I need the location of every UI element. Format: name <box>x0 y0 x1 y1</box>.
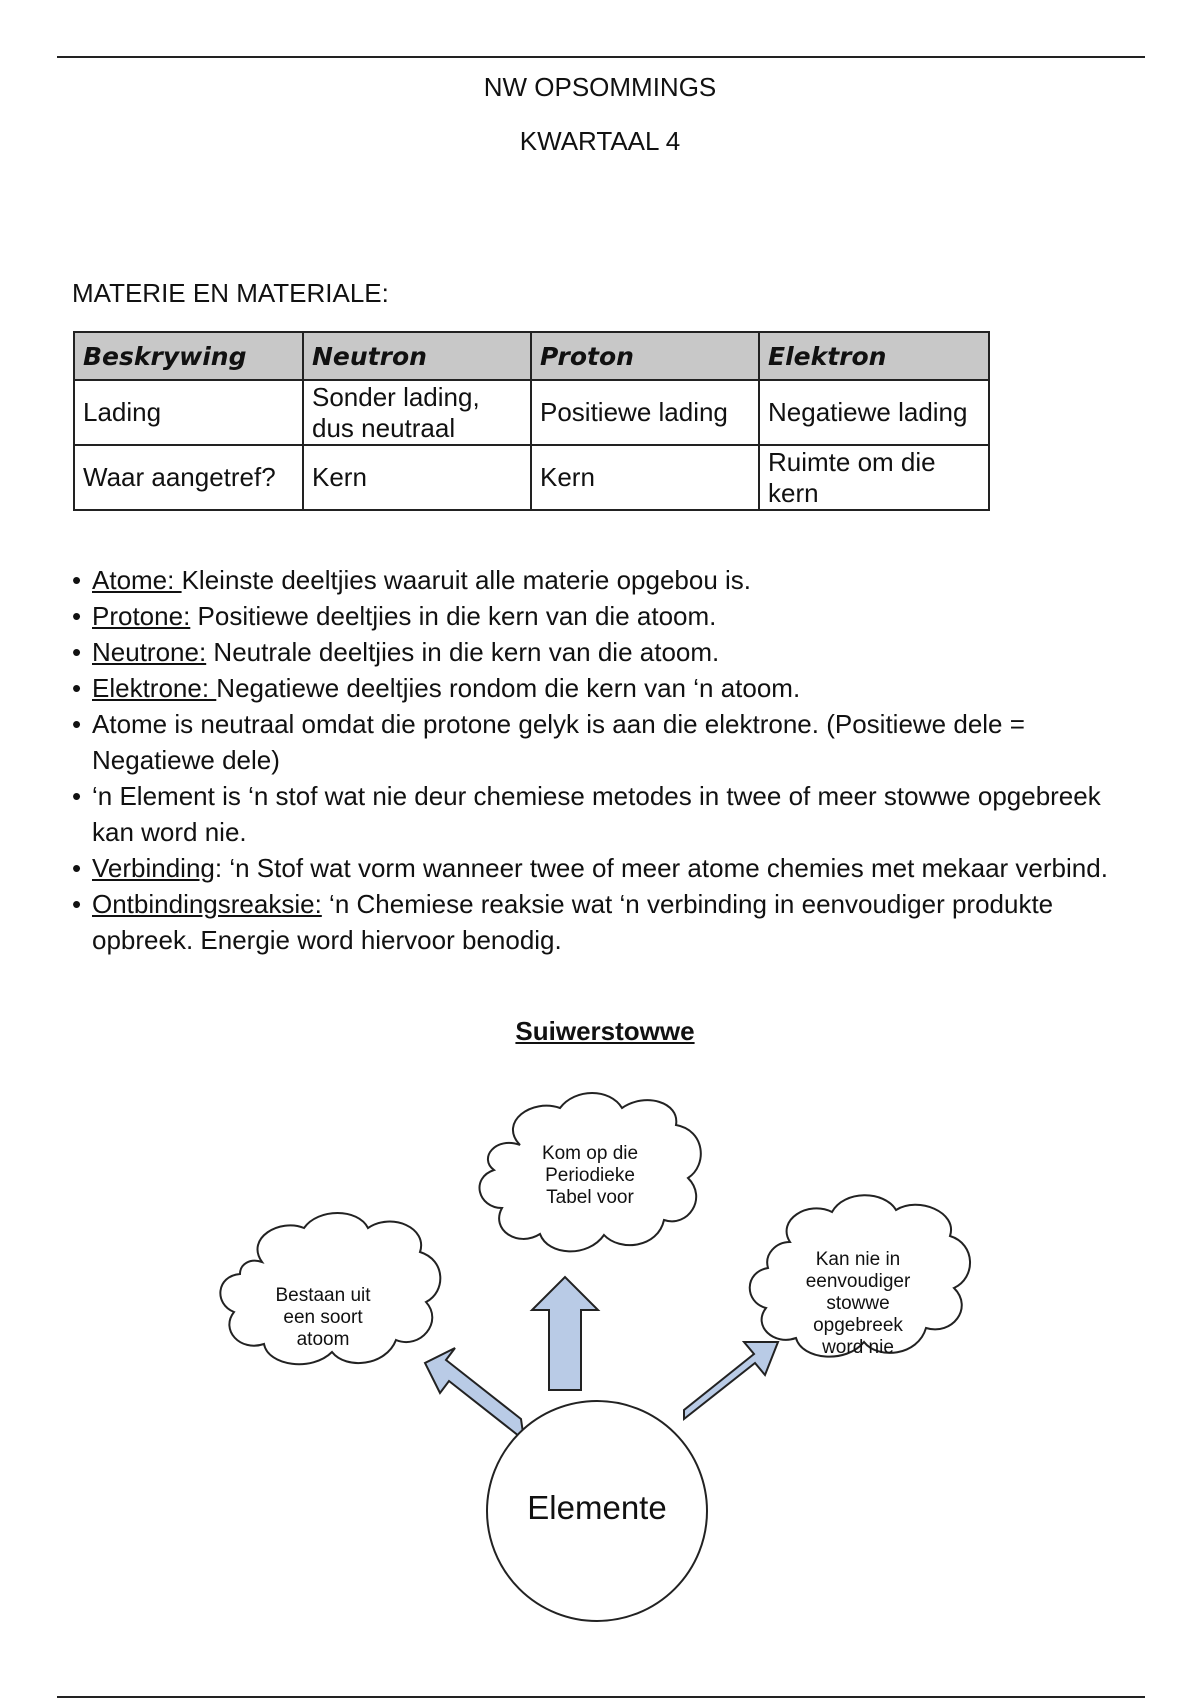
definition-term: Protone: <box>92 601 191 631</box>
diagram-heading: Suiwerstowwe <box>515 1016 695 1046</box>
definition-text: Neutrale deeltjies in die kern van die atoom. <box>206 637 720 667</box>
list-item <box>72 886 1132 958</box>
page-subtitle: KWARTAAL 4 <box>519 126 681 156</box>
table-row <box>74 380 989 445</box>
table-cell: Waar aangetref? <box>74 445 303 510</box>
table-header: Beskrywing <box>74 332 303 380</box>
page-title: NW OPSOMMINGS <box>483 72 717 102</box>
center-label: Elemente <box>527 1489 667 1526</box>
arrow-left <box>425 1348 524 1440</box>
section-heading: MATERIE EN MATERIALE: <box>72 278 389 308</box>
list-item <box>72 634 1132 670</box>
definition-text: : ‘n Stof wat vorm wanneer twee of meer atome chemies met mekaar verbind. <box>214 853 1108 883</box>
definition-text: ‘n Chemiese reaksie wat ‘n verbinding in eenvoudiger produkte opbreek. Energie word hiervoor benodig. <box>92 889 1054 955</box>
definition-term: Verbinding <box>92 853 215 883</box>
table-cell: Lading <box>74 380 303 445</box>
definition-text: Positiewe deeltjies in die kern van die atoom. <box>190 601 717 631</box>
table-cell: Ruimte om die kern <box>759 445 989 510</box>
list-item <box>72 670 1132 706</box>
list-item <box>72 850 1132 886</box>
particle-table <box>73 331 990 511</box>
definition-text: Atome is neutraal omdat die protone gelyk is aan die elektrone. (Positiewe dele = Negatiewe dele) <box>92 709 1025 775</box>
list-item <box>72 706 1132 778</box>
definition-list <box>72 562 1132 958</box>
cloud-top-text: Kom op die Periodieke Tabel voor <box>541 1143 639 1208</box>
cloud-right-text: Kan nie in eenvoudiger stowwe opgebreek word nie <box>805 1249 911 1358</box>
table-header: Elektron <box>759 332 989 380</box>
cloud-left-text: Bestaan uit een soort atoom <box>275 1285 371 1350</box>
table-header: Proton <box>531 332 759 380</box>
table-cell: Positiewe lading <box>531 380 759 445</box>
list-item <box>72 562 1132 598</box>
definition-text: Negatiewe deeltjies rondom die kern van ‘n atoom. <box>216 673 801 703</box>
definition-term: Ontbindingsreaksie: <box>92 889 322 919</box>
bottom-rule <box>57 1696 1145 1698</box>
list-item <box>72 598 1132 634</box>
definition-term: Neutrone: <box>92 637 207 667</box>
arrow-up <box>532 1277 598 1390</box>
table-header-row <box>74 332 989 380</box>
table-cell: Kern <box>531 445 759 510</box>
list-item <box>72 778 1132 850</box>
definition-term: Elektrone: <box>92 673 217 703</box>
table-cell: Negatiewe lading <box>759 380 989 445</box>
table-row <box>74 445 989 510</box>
table-cell: Kern <box>303 445 531 510</box>
top-rule <box>57 56 1145 58</box>
definition-text: ‘n Element is ‘n stof wat nie deur chemiese metodes in twee of meer stowwe opgebreek kan word nie. <box>92 781 1101 847</box>
arrow-right <box>684 1342 778 1419</box>
table-cell: Sonder lading, dus neutraal <box>303 380 531 445</box>
table-header: Neutron <box>303 332 531 380</box>
definition-term: Atome: <box>92 565 182 595</box>
definition-text: Kleinste deeltjies waaruit alle materie opgebou is. <box>181 565 752 595</box>
